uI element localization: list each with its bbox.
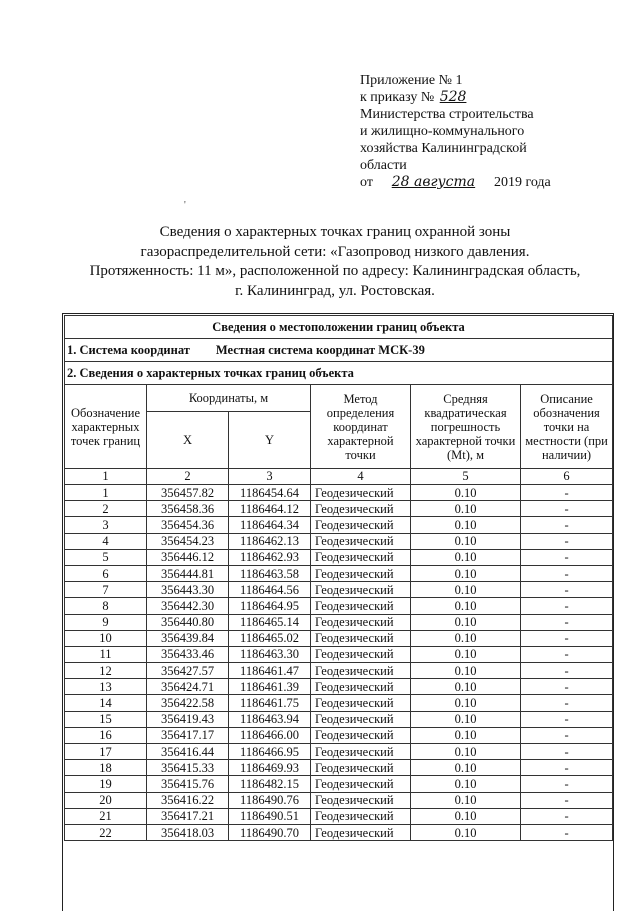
table-row [65,824,613,840]
cell-x-coord: 356424.71 [147,679,229,695]
cell-description: - [521,744,613,760]
cell-error-value: 0.10 [411,744,521,760]
cell-y-coord: 1186465.02 [229,630,311,646]
cell-method: Геодезический [311,646,411,662]
cell-point-id: 1 [65,485,147,501]
cell-point-id: 20 [65,792,147,808]
cell-description: - [521,824,613,840]
cell-point-id: 3 [65,517,147,533]
header-x: X [147,412,229,469]
coordinate-system-label: 1. Система координат [67,342,190,357]
table-row [65,808,613,824]
col-number: 6 [521,469,613,485]
table-row [65,695,613,711]
cell-method: Геодезический [311,663,411,679]
cell-x-coord: 356416.22 [147,792,229,808]
cell-description: - [521,630,613,646]
ministry-line-1: Министерства строительства [360,107,534,122]
cell-method: Геодезический [311,501,411,517]
cell-x-coord: 356415.33 [147,760,229,776]
cell-y-coord: 1186464.12 [229,501,311,517]
cell-y-coord: 1186462.13 [229,533,311,549]
cell-error-value: 0.10 [411,679,521,695]
table-row [65,501,613,517]
cell-y-coord: 1186490.70 [229,824,311,840]
table-row [65,614,613,630]
header-y: Y [229,412,311,469]
cell-error-value: 0.10 [411,663,521,679]
coordinate-system-value: Местная система координат МСК-39 [215,342,425,357]
cell-description: - [521,485,613,501]
col-number: 3 [229,469,311,485]
cell-method: Геодезический [311,565,411,581]
table-row [65,533,613,549]
cell-point-id: 22 [65,824,147,840]
cell-description: - [521,533,613,549]
cell-description: - [521,792,613,808]
cell-y-coord: 1186463.58 [229,565,311,581]
cell-description: - [521,614,613,630]
date-prefix: от [360,175,373,190]
cell-method: Геодезический [311,679,411,695]
table-row [65,598,613,614]
cell-y-coord: 1186463.94 [229,711,311,727]
cell-y-coord: 1186466.00 [229,727,311,743]
cell-method: Геодезический [311,808,411,824]
cell-description: - [521,760,613,776]
section-title: Сведения о местоположении границ объекта [65,316,613,339]
cell-method: Геодезический [311,533,411,549]
cell-method: Геодезический [311,744,411,760]
cell-error-value: 0.10 [411,646,521,662]
cell-x-coord: 356442.30 [147,598,229,614]
cell-point-id: 11 [65,646,147,662]
title-line-2: газораспределительной сети: «Газопровод низкого давления. [140,243,530,260]
cell-point-id: 9 [65,614,147,630]
table-row [65,565,613,581]
ministry-line-2: и жилищно-коммунального [360,124,525,139]
header-description: Описание обозначения точки на местности (при наличии) [521,385,613,469]
cell-point-id: 15 [65,711,147,727]
cell-error-value: 0.10 [411,630,521,646]
cell-x-coord: 356427.57 [147,663,229,679]
cell-y-coord: 1186464.34 [229,517,311,533]
cell-point-id: 2 [65,501,147,517]
cell-point-id: 4 [65,533,147,549]
cell-x-coord: 356458.36 [147,501,229,517]
appendix-title: Приложение № 1 [360,73,463,88]
cell-error-value: 0.10 [411,760,521,776]
title-line-3: Протяженность: 11 м», расположенной по адресу: Калининградская область, [89,263,581,279]
cell-description: - [521,501,613,517]
cell-y-coord: 1186454.64 [229,485,311,501]
cell-error-value: 0.10 [411,485,521,501]
col-number: 1 [65,469,147,485]
document-title [40,223,630,301]
cell-description: - [521,711,613,727]
date-handwritten: 28 августа [391,174,476,190]
cell-y-coord: 1186464.56 [229,582,311,598]
table-row [65,549,613,565]
cell-method: Геодезический [311,776,411,792]
cell-point-id: 12 [65,663,147,679]
cell-error-value: 0.10 [411,614,521,630]
cell-y-coord: 1186482.15 [229,776,311,792]
cell-point-id: 8 [65,598,147,614]
cell-description: - [521,663,613,679]
appendix-block [360,72,610,191]
cell-error-value: 0.10 [411,711,521,727]
cell-error-value: 0.10 [411,808,521,824]
header-error: Средняя квадратическая погрешность характерной точки (Mt), м [411,385,521,469]
cell-point-id: 17 [65,744,147,760]
cell-method: Геодезический [311,517,411,533]
cell-y-coord: 1186462.93 [229,549,311,565]
cell-error-value: 0.10 [411,549,521,565]
points-section-label: 2. Сведения о характерных точках границ объекта [65,362,613,385]
cell-method: Геодезический [311,824,411,840]
cell-description: - [521,727,613,743]
cell-x-coord: 356415.76 [147,776,229,792]
cell-error-value: 0.10 [411,824,521,840]
table-row [65,744,613,760]
cell-point-id: 14 [65,695,147,711]
order-number: 528 [439,89,467,105]
col-number: 4 [311,469,411,485]
margin-mark: ' [184,200,186,211]
cell-point-id: 21 [65,808,147,824]
cell-error-value: 0.10 [411,776,521,792]
cell-method: Геодезический [311,549,411,565]
cell-x-coord: 356454.23 [147,533,229,549]
cell-method: Геодезический [311,614,411,630]
cell-description: - [521,679,613,695]
cell-error-value: 0.10 [411,727,521,743]
coordinates-table [64,315,613,841]
cell-x-coord: 356417.21 [147,808,229,824]
cell-method: Геодезический [311,760,411,776]
cell-description: - [521,808,613,824]
table-row [65,646,613,662]
table-row [65,630,613,646]
cell-point-id: 13 [65,679,147,695]
cell-method: Геодезический [311,582,411,598]
cell-x-coord: 356417.17 [147,727,229,743]
table-row [65,679,613,695]
cell-method: Геодезический [311,711,411,727]
cell-error-value: 0.10 [411,501,521,517]
cell-method: Геодезический [311,792,411,808]
cell-point-id: 5 [65,549,147,565]
cell-point-id: 16 [65,727,147,743]
title-line-4: г. Калининград, ул. Ростовская. [235,282,435,299]
date-line [360,174,610,191]
coordinate-system-row [65,339,613,362]
cell-x-coord: 356422.58 [147,695,229,711]
cell-description: - [521,549,613,565]
order-line [360,89,610,106]
cell-y-coord: 1186463.30 [229,646,311,662]
cell-point-id: 10 [65,630,147,646]
cell-description: - [521,517,613,533]
cell-description: - [521,695,613,711]
cell-point-id: 6 [65,565,147,581]
table-row [65,663,613,679]
cell-y-coord: 1186464.95 [229,598,311,614]
cell-y-coord: 1186465.14 [229,614,311,630]
cell-error-value: 0.10 [411,792,521,808]
cell-y-coord: 1186461.39 [229,679,311,695]
cell-x-coord: 356444.81 [147,565,229,581]
cell-x-coord: 356433.46 [147,646,229,662]
table-row [65,792,613,808]
cell-description: - [521,776,613,792]
cell-error-value: 0.10 [411,533,521,549]
cell-x-coord: 356446.12 [147,549,229,565]
header-coords: Координаты, м [147,385,311,412]
cell-y-coord: 1186461.75 [229,695,311,711]
cell-description: - [521,646,613,662]
date-suffix: 2019 года [493,175,551,190]
order-prefix: к приказу № [360,90,435,105]
cell-error-value: 0.10 [411,565,521,581]
cell-error-value: 0.10 [411,598,521,614]
cell-error-value: 0.10 [411,517,521,533]
table-row [65,727,613,743]
col-number: 5 [411,469,521,485]
ministry-line-4: области [360,158,407,173]
cell-x-coord: 356419.43 [147,711,229,727]
cell-method: Геодезический [311,727,411,743]
cell-point-id: 18 [65,760,147,776]
cell-x-coord: 356439.84 [147,630,229,646]
cell-y-coord: 1186461.47 [229,663,311,679]
cell-x-coord: 356418.03 [147,824,229,840]
cell-point-id: 19 [65,776,147,792]
cell-x-coord: 356443.30 [147,582,229,598]
table-row [65,517,613,533]
header-point: Обозначение характерных точек границ [65,385,147,469]
cell-y-coord: 1186490.76 [229,792,311,808]
cell-point-id: 7 [65,582,147,598]
cell-x-coord: 356440.80 [147,614,229,630]
cell-method: Геодезический [311,630,411,646]
cell-y-coord: 1186469.93 [229,760,311,776]
cell-method: Геодезический [311,695,411,711]
cell-description: - [521,598,613,614]
table-row [65,582,613,598]
cell-error-value: 0.10 [411,582,521,598]
header-method: Метод определения координат характерной точки [311,385,411,469]
col-number: 2 [147,469,229,485]
cell-y-coord: 1186490.51 [229,808,311,824]
ministry-line-3: хозяйства Калининградской [360,141,527,156]
cell-description: - [521,565,613,581]
table-row [65,776,613,792]
table-row [65,760,613,776]
cell-method: Геодезический [311,598,411,614]
cell-method: Геодезический [311,485,411,501]
cell-description: - [521,582,613,598]
column-numbers-row [65,469,613,485]
cell-x-coord: 356457.82 [147,485,229,501]
table-row [65,485,613,501]
title-line-1: Сведения о характерных точках границ охранной зоны [159,224,511,240]
cell-error-value: 0.10 [411,695,521,711]
table-row [65,711,613,727]
cell-x-coord: 356416.44 [147,744,229,760]
cell-x-coord: 356454.36 [147,517,229,533]
cell-y-coord: 1186466.95 [229,744,311,760]
